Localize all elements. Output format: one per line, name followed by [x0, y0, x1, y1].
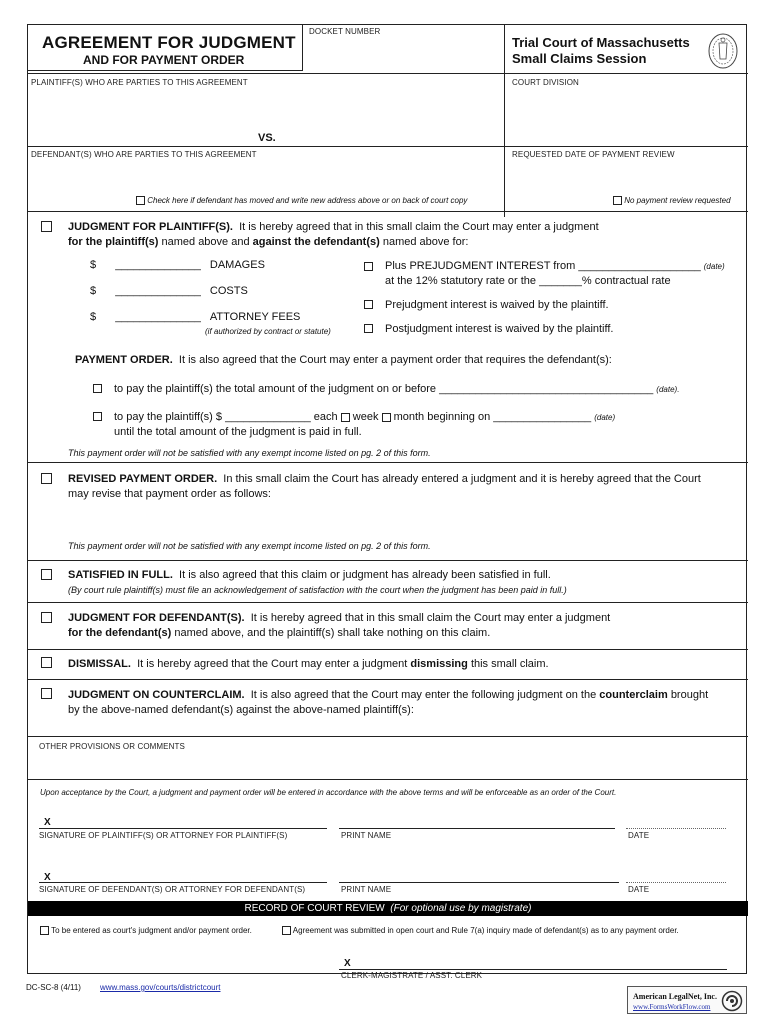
publisher-name: American LegalNet, Inc. — [633, 992, 717, 1001]
record-banner-note: (For optional use by magistrate) — [390, 903, 532, 914]
postjudgment-waived-label: Postjudgment interest is waived by the plaintiff. — [385, 323, 614, 335]
attorney-fees-row — [90, 310, 300, 325]
week-label: week — [352, 411, 379, 423]
publisher-url[interactable]: www.FormsWorkFlow.com — [633, 1003, 711, 1011]
defendant-signature-x: X — [44, 872, 51, 883]
week-checkbox[interactable] — [341, 413, 350, 422]
counterclaim-checkbox[interactable] — [41, 688, 52, 699]
prejudgment-interest-from: Plus PREJUDGMENT INTEREST from ____________________ — [385, 260, 701, 272]
prejudgment-waived-checkbox[interactable] — [364, 300, 373, 309]
month-label: month beginning on ________________ — [393, 411, 592, 423]
pay-installments-checkbox[interactable] — [93, 412, 102, 421]
record-banner — [28, 901, 748, 916]
review-date-label: REQUESTED DATE OF PAYMENT REVIEW — [512, 150, 675, 159]
acceptance-statement: Upon acceptance by the Court, a judgment and payment order will be entered in accordance with the above terms and will be enforceable as an order of the Court. — [40, 788, 617, 797]
judgment-plaintiff-text2b: named above and — [161, 236, 250, 248]
other-provisions-label: OTHER PROVISIONS OR COMMENTS — [39, 742, 185, 751]
damages-row — [90, 258, 265, 273]
title-box — [28, 25, 303, 71]
counterclaim-text1b: counterclaim — [599, 689, 668, 701]
court-judgment-label: To be entered as court's judgment and/or payment order. — [51, 926, 252, 935]
counterclaim-text2: by the above-named defendant(s) against the above-named plaintiff(s): — [68, 704, 414, 716]
massachusetts-seal-icon — [706, 31, 740, 71]
record-banner-title: RECORD OF COURT REVIEW — [244, 903, 385, 914]
attorney-fees-field[interactable]: ______________ — [115, 311, 201, 323]
judgment-plaintiff-text — [68, 220, 738, 250]
damages-label: DAMAGES — [209, 259, 265, 271]
pay-installments-amount: to pay the plaintiff(s) $ ______________ each — [114, 411, 338, 423]
defendant-field[interactable] — [30, 159, 500, 193]
dismissal-text — [68, 657, 738, 672]
revised-payment-text1: In this small claim the Court has already entered a judgment and it is hereby agreed that the Court — [223, 473, 701, 485]
counterclaim-text1c: brought — [670, 689, 709, 701]
dismissal-text-c: this small claim. — [470, 658, 549, 670]
pay-installments-row — [114, 410, 615, 440]
form-subtitle: AND FOR PAYMENT ORDER — [83, 53, 245, 67]
costs-label: COSTS — [209, 285, 248, 297]
no-review-label: No payment review requested — [624, 196, 731, 205]
plaintiff-print-name-field[interactable] — [339, 813, 615, 828]
damages-dollar: $ — [90, 259, 97, 271]
court-name-line1: Trial Court of Massachusetts — [512, 35, 690, 50]
dismissal-text-a: It is hereby agreed that the Court may enter a judgment — [137, 658, 408, 670]
judgment-defendant-text2b: named above, and the plaintiff(s) shall take nothing on this claim. — [174, 627, 491, 639]
judgment-plaintiff-heading: JUDGMENT FOR PLAINTIFF(S). — [68, 221, 233, 233]
judgment-plaintiff-against: against the defendant(s) — [252, 236, 380, 248]
dismissal-checkbox[interactable] — [41, 657, 52, 668]
record-option-1 — [40, 926, 252, 935]
satisfied-text — [68, 568, 738, 598]
revised-payment-checkbox[interactable] — [41, 473, 52, 484]
plaintiff-date-label: DATE — [628, 831, 650, 840]
court-division-label: COURT DIVISION — [512, 78, 579, 87]
open-court-checkbox[interactable] — [282, 926, 291, 935]
revised-payment-text — [68, 472, 738, 502]
payment-order-body: It is also agreed that the Court may enter a payment order that requires the defendant(s): — [178, 354, 612, 366]
clerk-signature-field[interactable] — [339, 953, 727, 969]
publisher-logo-icon — [721, 990, 743, 1012]
counterclaim-text1a: It is also agreed that the Court may enter the following judgment on the — [250, 689, 597, 701]
open-court-label: Agreement was submitted in open court and Rule 7(a) inquiry made of defendant(s) as to any payment order. — [292, 926, 679, 935]
other-provisions-field[interactable] — [30, 753, 746, 777]
attorney-fees-note: (if authorized by contract or statute) — [205, 327, 331, 336]
judgment-plaintiff-text2d: named above for: — [382, 236, 469, 248]
vs-label: VS. — [258, 132, 276, 144]
form-title: AGREEMENT FOR JUDGMENT — [42, 33, 296, 52]
prejudgment-interest-checkbox[interactable] — [364, 262, 373, 271]
plaintiff-signature-field[interactable] — [39, 813, 327, 828]
judgment-plaintiff-checkbox[interactable] — [41, 221, 52, 232]
plaintiff-signature-label: SIGNATURE OF PLAINTIFF(S) OR ATTORNEY FOR PLAINTIFF(S) — [39, 831, 288, 840]
defendant-label: DEFENDANT(S) WHO ARE PARTIES TO THIS AGREEMENT — [31, 150, 257, 159]
prejudgment-waived-label: Prejudgment interest is waived by the plaintiff. — [385, 299, 609, 311]
no-review-checkbox[interactable] — [613, 196, 622, 205]
counterclaim-text — [68, 688, 743, 718]
no-review-row — [613, 196, 731, 205]
defendant-signature-label: SIGNATURE OF DEFENDANT(S) OR ATTORNEY FOR DEFENDANT(S) — [39, 885, 306, 894]
pay-total-label: to pay the plaintiff(s) the total amount of the judgment on or before ___________________________________ — [114, 383, 654, 395]
publisher-badge — [627, 986, 747, 1014]
pay-installments-until: until the total amount of the judgment is paid in full. — [114, 426, 362, 438]
prejudgment-interest-text — [385, 259, 725, 289]
record-option-2 — [282, 926, 679, 935]
clerk-signature-label: CLERK-MAGISTRATE / ASST. CLERK — [341, 971, 483, 980]
agreement-form — [27, 24, 747, 980]
moved-checkbox-row — [136, 196, 467, 205]
defendant-print-name-label: PRINT NAME — [341, 885, 392, 894]
defendant-print-name-field[interactable] — [339, 867, 619, 882]
moved-label: Check here if defendant has moved and write new address above or on back of court copy — [147, 196, 468, 205]
prejudgment-rate: at the 12% statutory rate or the _______% contractual rate — [385, 275, 671, 287]
revised-exempt-note: This payment order will not be satisfied with any exempt income listed on pg. 2 of this form. — [68, 541, 431, 551]
costs-field[interactable]: ______________ — [115, 285, 201, 297]
payment-order-exempt-note: This payment order will not be satisfied with any exempt income listed on pg. 2 of this form. — [68, 448, 431, 458]
defendant-date-label: DATE — [628, 885, 650, 894]
judgment-plaintiff-text1: It is hereby agreed that in this small claim the Court may enter a judgment — [239, 221, 599, 233]
court-name-line2: Small Claims Session — [512, 51, 647, 66]
pay-total-date-note: (date). — [656, 385, 680, 394]
satisfied-body: It is also agreed that this claim or judgment has already been satisfied in full. — [179, 569, 551, 581]
defendant-signature-field[interactable] — [39, 867, 327, 882]
pay-total-row — [114, 382, 679, 397]
judgment-plaintiff-for-plaintiff: for the plaintiff(s) — [68, 236, 159, 248]
satisfied-note: (By court rule plaintiff(s) must file an acknowledgement of satisfaction with the court when the judgment has been paid in full.) — [68, 585, 567, 595]
review-date-field[interactable] — [508, 159, 744, 193]
dismissal-heading: DISMISSAL. — [68, 658, 131, 670]
plaintiff-signature-x: X — [44, 817, 51, 828]
defendant-date-field[interactable] — [626, 867, 726, 882]
costs-dollar: $ — [90, 285, 97, 297]
judgment-defendant-text1: It is hereby agreed that in this small claim the Court may enter a judgment — [250, 612, 611, 624]
month-checkbox[interactable] — [382, 413, 391, 422]
attorney-fees-dollar: $ — [90, 311, 97, 323]
docket-number-label: DOCKET NUMBER — [309, 27, 381, 36]
court-judgment-checkbox[interactable] — [40, 926, 49, 935]
attorney-fees-label: ATTORNEY FEES — [209, 311, 301, 323]
payment-order-text — [75, 353, 612, 368]
judgment-defendant-checkbox[interactable] — [41, 612, 52, 623]
prejudgment-date-note: (date) — [703, 262, 725, 271]
judgment-defendant-text — [68, 611, 738, 641]
court-name — [512, 35, 690, 67]
plaintiff-print-name-label: PRINT NAME — [341, 831, 392, 840]
counterclaim-heading: JUDGMENT ON COUNTERCLAIM. — [68, 689, 245, 701]
plaintiff-field[interactable] — [30, 87, 500, 131]
postjudgment-waived-checkbox[interactable] — [364, 324, 373, 333]
payment-order-heading: PAYMENT ORDER. — [75, 354, 173, 366]
plaintiff-label: PLAINTIFF(S) WHO ARE PARTIES TO THIS AGREEMENT — [31, 78, 248, 87]
installments-date-note: (date) — [594, 413, 616, 422]
satisfied-heading: SATISFIED IN FULL. — [68, 569, 173, 581]
court-url-link[interactable]: www.mass.gov/courts/districtcourt — [100, 983, 221, 992]
plaintiff-date-field[interactable] — [626, 813, 726, 828]
pay-total-checkbox[interactable] — [93, 384, 102, 393]
judgment-defendant-heading: JUDGMENT FOR DEFENDANT(S). — [68, 612, 245, 624]
costs-row — [90, 284, 248, 299]
court-division-field[interactable] — [508, 87, 744, 143]
moved-checkbox[interactable] — [136, 196, 145, 205]
satisfied-checkbox[interactable] — [41, 569, 52, 580]
dismissal-text-b: dismissing — [410, 658, 468, 670]
revised-payment-text2: may revise that payment order as follows: — [68, 488, 271, 500]
judgment-defendant-for-defendant: for the defendant(s) — [68, 627, 172, 639]
damages-field[interactable]: ______________ — [115, 259, 201, 271]
form-id: DC-SC-8 (4/11) — [26, 983, 81, 992]
revised-payment-heading: REVISED PAYMENT ORDER. — [68, 473, 218, 485]
clerk-signature-x: X — [344, 958, 351, 969]
